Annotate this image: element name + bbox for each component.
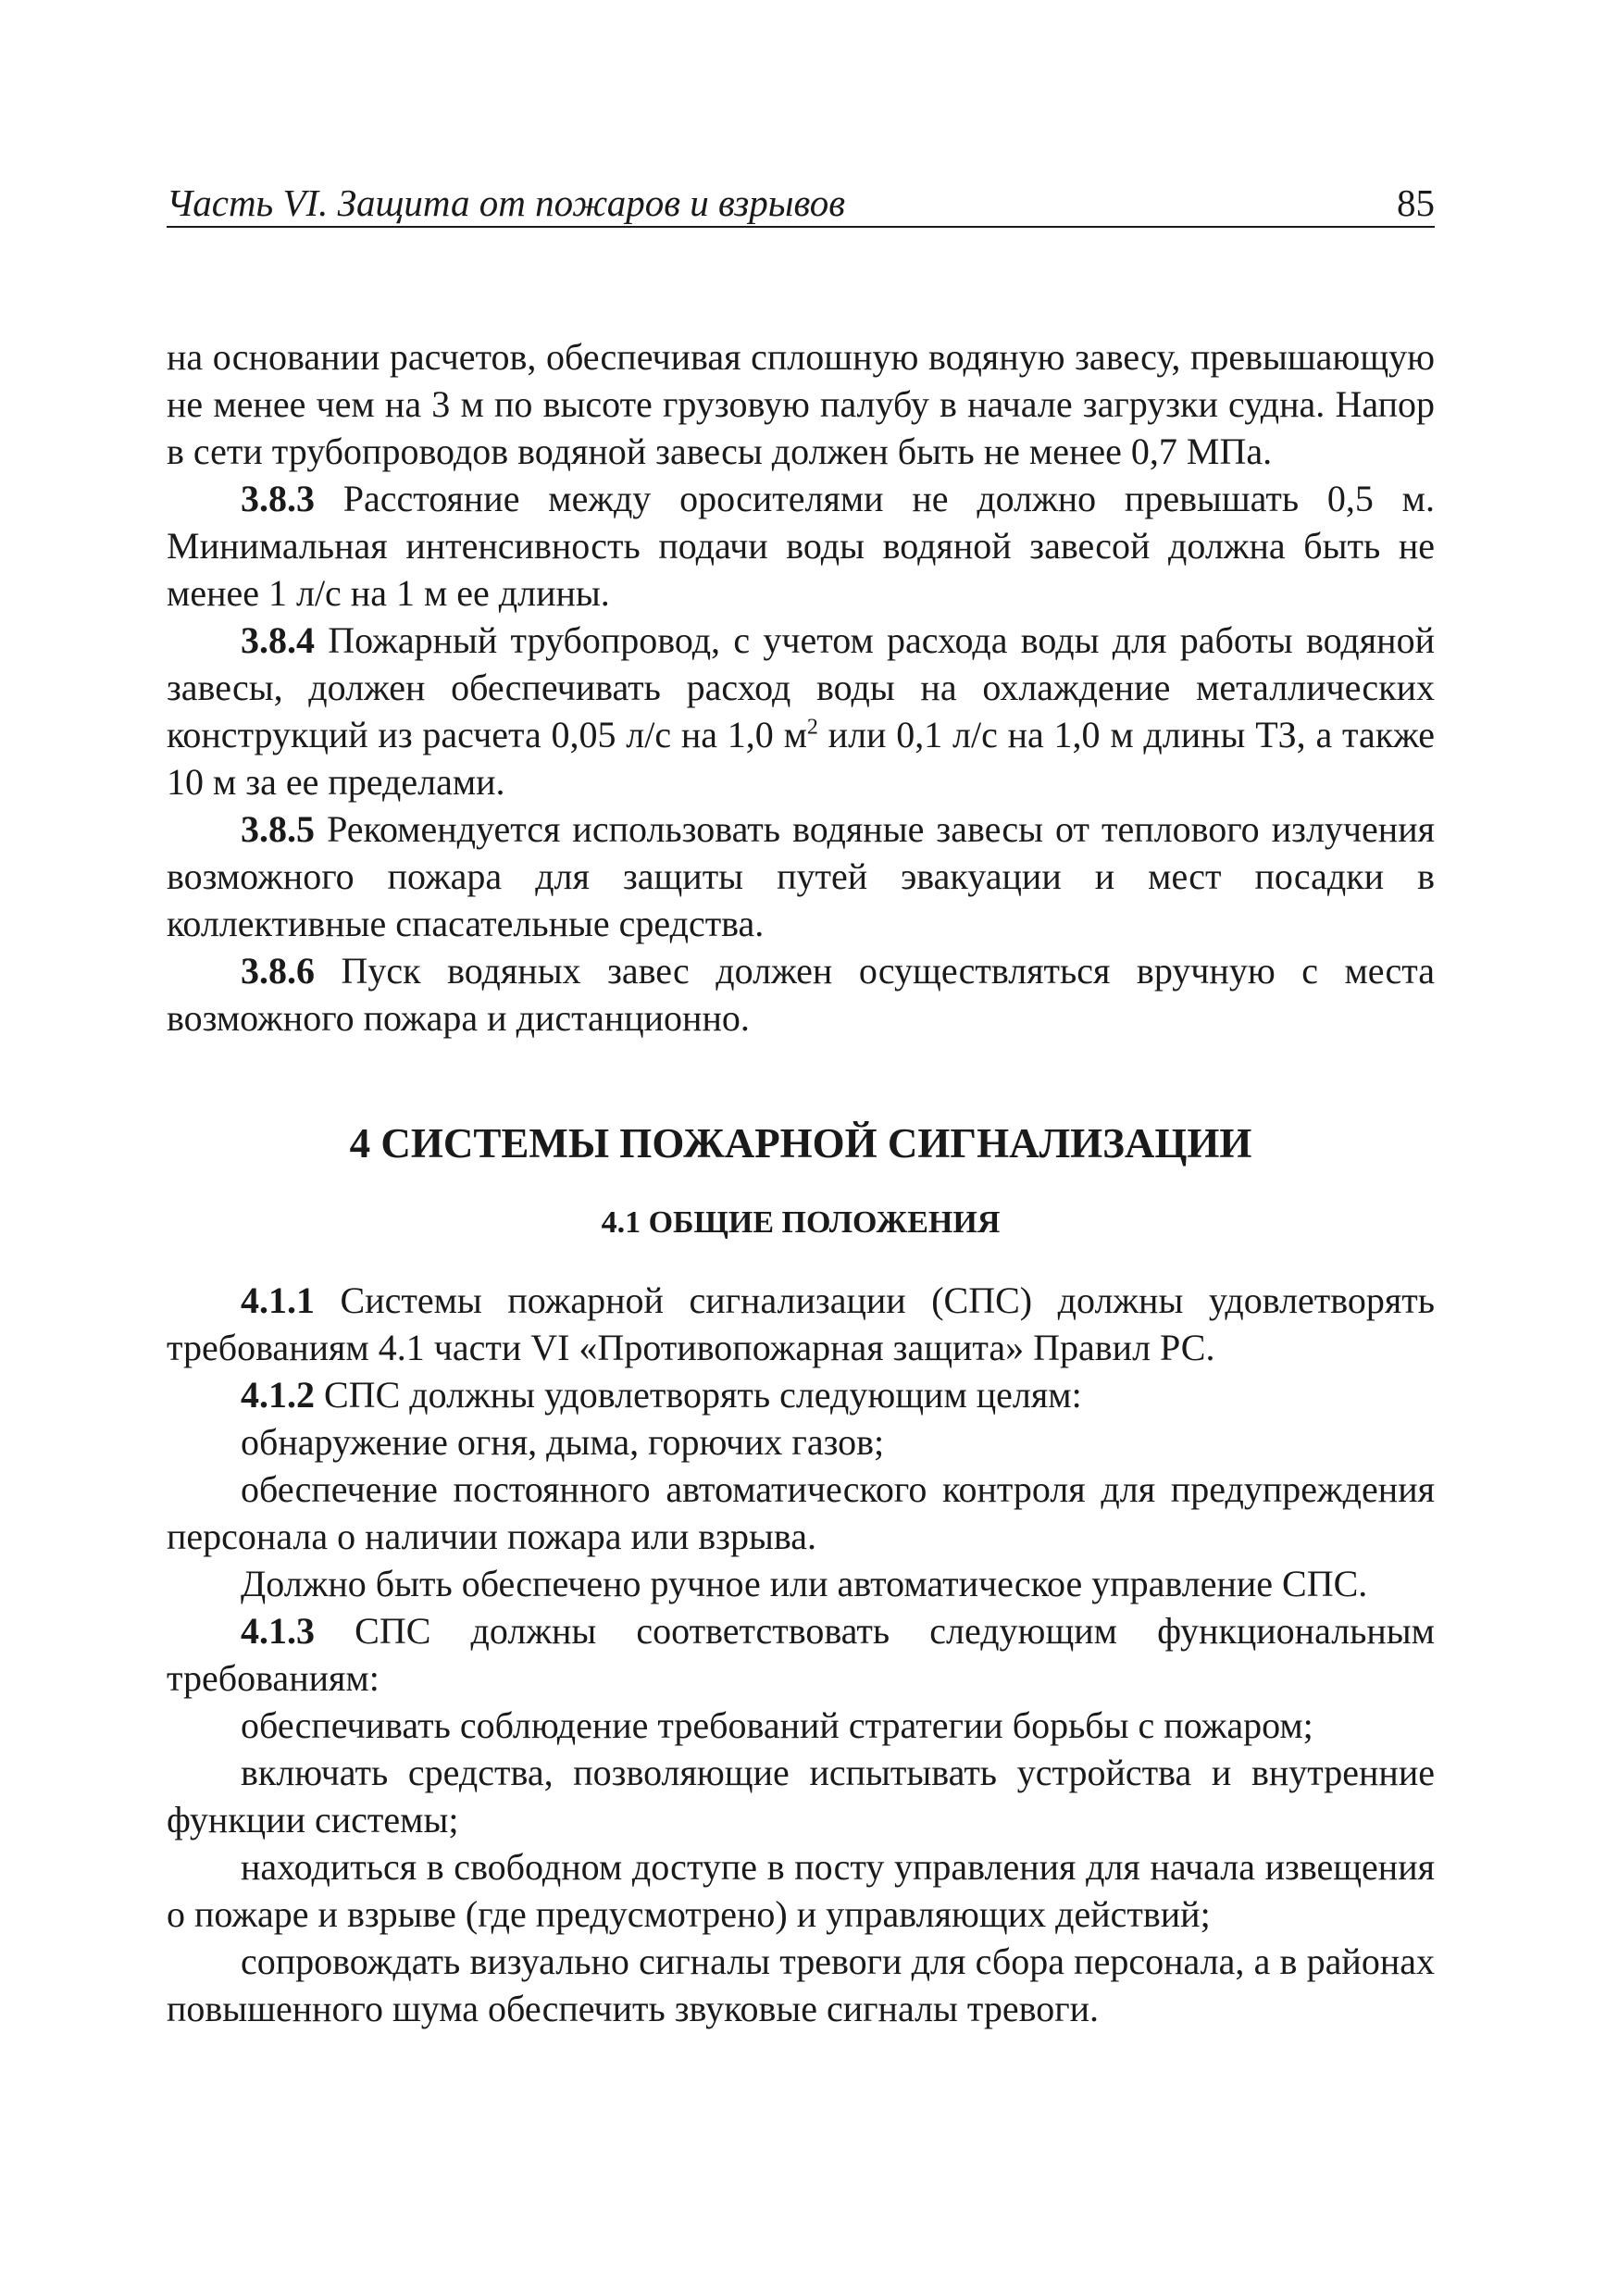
list-item: сопровождать визуально сигналы тревоги для сбора персонала, а в районах повышенного шума обеспечить звуковые сигналы тревоги. <box>167 1940 1435 2029</box>
list-item: обеспечение постоянного автоматического контроля для предупреждения персонала о наличии пожара или взрыва. <box>167 1468 1435 1557</box>
clause-number: 3.8.6 <box>241 950 315 992</box>
clause-number: 4.1.1 <box>241 1279 315 1321</box>
clause-text: Системы пожарной сигнализации (СПС) должны удовлетворять требованиям 4.1 части VI «Противопожарная защита» Правил РС. <box>167 1279 1435 1368</box>
body-text <box>167 333 1435 2032</box>
paragraph-4-1-3 <box>167 1607 1435 1702</box>
clause-text: Расстояние между оросителями не должно превышать 0,5 м. Минимальная интенсивность подачи воды водяной завесой должна быть не менее 1 л/с на 1 м ее длины. <box>167 478 1435 614</box>
list-item: обеспечивать соблюдение требований стратегии борьбы с пожаром; <box>241 1704 1313 1746</box>
clause-number: 3.8.5 <box>241 808 315 850</box>
clause-text: Рекомендуется использовать водяные завесы от теплового излучения возможного пожара для защиты путей эвакуации и мест посадки в коллективные спасательные средства. <box>167 808 1435 944</box>
paragraph-4-1-2 <box>167 1371 1435 1418</box>
paragraph-3-8-6 <box>167 947 1435 1042</box>
list-item: обнаружение огня, дыма, горючих газов; <box>241 1421 885 1463</box>
clause-text: Пуск водяных завес должен осуществляться вручную с места возможного пожара и дистанционно. <box>167 950 1435 1039</box>
list-item: находиться в свободном доступе в посту управления для начала извещения о пожаре и взрыве (где предусмотрено) и управляющих действий; <box>167 1846 1435 1935</box>
running-header <box>167 176 1435 228</box>
clause-number: 3.8.4 <box>241 619 315 661</box>
clause-text: Пожарный трубопровод, с учетом расхода воды для работы водяной завесы, должен обеспечивать расход воды на охлаждение металлических конструкций из расчета 0,05 л/с на 1,0 м <box>167 619 1435 755</box>
clause-number: 4.1.2 <box>241 1374 315 1416</box>
paragraph-continuation: на основании расчетов, обеспечивая сплошную водяную завесу, превышающую не менее чем на 3 м по высоте грузовую палубу в начале загрузки судна. Напор в сети трубопроводов водяной завесы должен быть не менее 0,7 МПа. <box>167 336 1435 472</box>
clause-text-continued: или 0,1 л/с на 1,0 м длины ТЗ, а также 10 м за ее пределами. <box>167 714 1435 803</box>
section-title: 4.1 ОБЩИЕ ПОЛОЖЕНИЯ <box>601 1205 1001 1240</box>
superscript-exponent: 2 <box>806 715 818 740</box>
document-page <box>167 0 1435 2296</box>
paragraph-3-8-5 <box>167 805 1435 947</box>
clause-text: СПС должны удовлетворять следующим целям: <box>315 1374 1082 1416</box>
running-title: Часть VI. Защита от пожаров и взрывов <box>167 181 846 224</box>
paragraph-control-note: Должно быть обеспечено ручное или автоматическое управление СПС. <box>241 1563 1368 1604</box>
clause-number: 4.1.3 <box>241 1610 315 1652</box>
paragraph-3-8-3 <box>167 475 1435 617</box>
paragraph-4-1-1 <box>167 1277 1435 1371</box>
chapter-title: 4 СИСТЕМЫ ПОЖАРНОЙ СИГНАЛИЗАЦИИ <box>349 1120 1252 1167</box>
clause-number: 3.8.3 <box>241 478 315 519</box>
list-item: включать средства, позволяющие испытывать устройства и внутренние функции системы; <box>167 1752 1435 1841</box>
page-number: 85 <box>1397 181 1435 224</box>
paragraph-3-8-4 <box>167 617 1435 805</box>
clause-text: СПС должны соответствовать следующим функциональным требованиям: <box>167 1610 1435 1699</box>
